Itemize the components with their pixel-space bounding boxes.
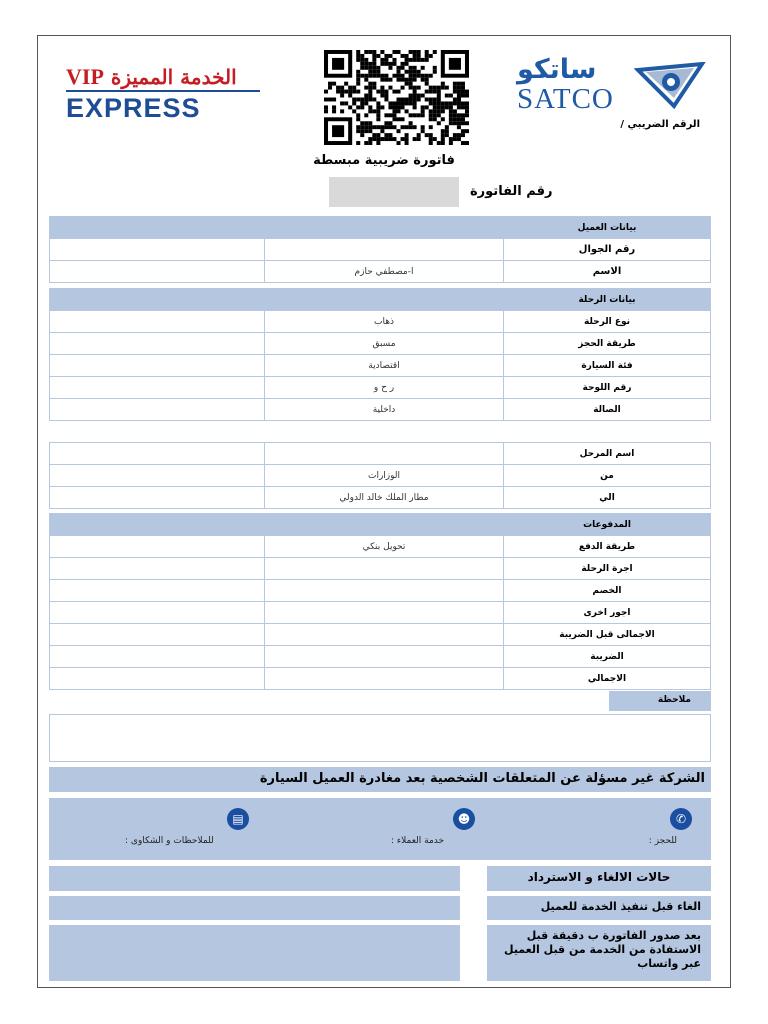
table-row — [50, 443, 711, 465]
document-title: فاتورة ضريبية مبسطة — [313, 153, 455, 168]
row-label: رقم اللوحة — [504, 377, 711, 399]
cancellation-item: بعد صدور الفاتورة ب دقيقة قبل الاستفادة من الخدمة من قبل العميل عبر واتساب — [487, 925, 711, 981]
row-value — [265, 602, 504, 624]
table-row — [50, 377, 711, 399]
vip-logo-top — [66, 66, 266, 88]
phone-icon: ✆ — [670, 808, 692, 830]
row-label: من — [504, 465, 711, 487]
table-row — [50, 602, 711, 624]
row-label: الضريبة — [504, 646, 711, 668]
satco-emblem-icon — [634, 62, 706, 110]
satco-logo-arabic: ساتكو — [517, 54, 597, 85]
table-row — [50, 558, 711, 580]
row-value — [265, 624, 504, 646]
table-header-row — [50, 514, 711, 536]
row-value: داخلية — [265, 399, 504, 421]
stage-section — [49, 442, 711, 509]
notes-box — [49, 714, 711, 762]
row-value — [265, 443, 504, 465]
notebook-icon: ▤ — [227, 808, 249, 830]
table-row — [50, 536, 711, 558]
table-header-row — [50, 289, 711, 311]
row-label: اجور اخرى — [504, 602, 711, 624]
vip-logo-latin: VIP — [66, 64, 104, 89]
trip-table — [49, 288, 711, 421]
customer-service-label: خدمة العملاء : — [391, 836, 445, 846]
cancellation-header: حالات الالغاء و الاسترداد — [487, 866, 711, 891]
cancellation-cell — [49, 866, 460, 891]
row-label: الصالة — [504, 399, 711, 421]
satco-logo-latin: SATCO — [517, 83, 614, 115]
invoice-number-value — [329, 177, 459, 207]
notes-label: ملاحظة — [609, 691, 711, 711]
row-label: اجرة الرحلة — [504, 558, 711, 580]
customer-header: بيانات العميل — [504, 217, 711, 239]
stage-table — [49, 442, 711, 509]
row-label: الي — [504, 487, 711, 509]
cancellation-cell — [49, 925, 460, 981]
disclaimer-banner: الشركة غير مسؤلة عن المتعلقات الشخصية بعد مغادرة العميل السيارة — [49, 767, 711, 792]
row-value — [265, 580, 504, 602]
row-value — [265, 558, 504, 580]
contact-band — [49, 798, 711, 860]
row-label: الاسم — [504, 261, 711, 283]
payments-header: المدفوعات — [504, 514, 711, 536]
row-value: مسبق — [265, 333, 504, 355]
row-value — [265, 646, 504, 668]
table-row — [50, 668, 711, 690]
booking-label: للحجز : — [648, 836, 677, 846]
trip-header: بيانات الرحلة — [504, 289, 711, 311]
complaints-label: للملاحظات و الشكاوى : — [125, 836, 214, 846]
row-value: الوزارات — [265, 465, 504, 487]
qr-code — [324, 50, 469, 145]
row-value: اقتصادية — [265, 355, 504, 377]
satco-logo — [517, 56, 637, 116]
vip-logo-arabic: الخدمة المميزة — [110, 65, 237, 89]
row-label: الاجمالى قبل الضريبة — [504, 624, 711, 646]
cancellation-cell — [49, 896, 460, 920]
row-label: الخصم — [504, 580, 711, 602]
customer-section — [49, 216, 711, 283]
table-row — [50, 487, 711, 509]
table-header-row — [50, 217, 711, 239]
table-row — [50, 239, 711, 261]
table-row — [50, 261, 711, 283]
table-row — [50, 355, 711, 377]
table-row — [50, 646, 711, 668]
row-value: ذهاب — [265, 311, 504, 333]
row-label: رقم الجوال — [504, 239, 711, 261]
trip-section — [49, 288, 711, 421]
row-label: اسم المرحل — [504, 443, 711, 465]
row-value: تحويل بنكي — [265, 536, 504, 558]
tax-number-label: الرقم الضريبي / — [620, 119, 700, 130]
table-row — [50, 580, 711, 602]
row-value: مطار الملك خالد الدولي — [265, 487, 504, 509]
row-label: طريقة الحجز — [504, 333, 711, 355]
vip-logo-rule — [66, 90, 260, 92]
row-value — [265, 239, 504, 261]
invoice-page — [37, 35, 731, 988]
cancellation-item: الغاء قبل تنفيذ الخدمة للعميل — [487, 896, 711, 920]
row-value — [265, 668, 504, 690]
row-value: ر ح و — [265, 377, 504, 399]
customer-table — [49, 216, 711, 283]
table-row — [50, 333, 711, 355]
vip-express-logo — [66, 66, 266, 122]
table-row — [50, 311, 711, 333]
table-row — [50, 399, 711, 421]
user-icon: ☻ — [453, 808, 475, 830]
table-row — [50, 624, 711, 646]
invoice-number-label: رقم الفاتورة — [470, 184, 553, 199]
row-label: نوع الرحلة — [504, 311, 711, 333]
row-label: الاجمالي — [504, 668, 711, 690]
row-value: ا-مصطفي حازم — [265, 261, 504, 283]
payments-section — [49, 513, 711, 690]
row-label: طريقة الدفع — [504, 536, 711, 558]
vip-logo-express: EXPRESS — [66, 93, 201, 123]
table-row — [50, 465, 711, 487]
row-label: فئة السيارة — [504, 355, 711, 377]
payments-table — [49, 513, 711, 690]
